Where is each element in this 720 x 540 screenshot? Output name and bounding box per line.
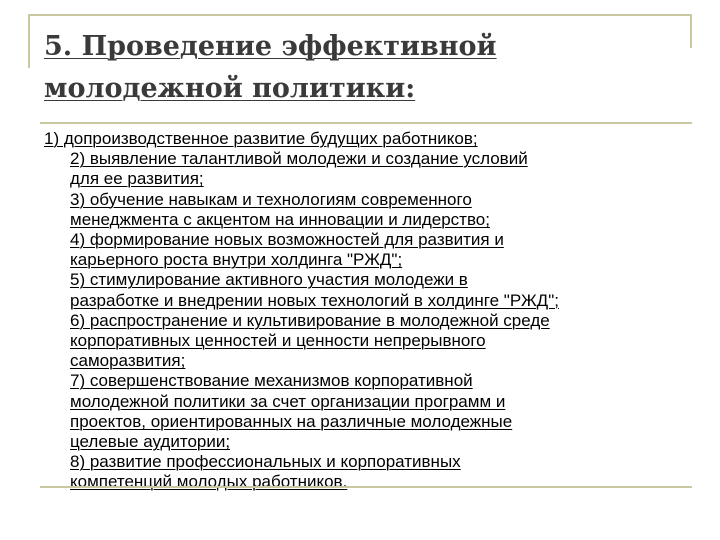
body-line: проектов, ориентированных на различные молодежные xyxy=(70,411,513,431)
frame-left-line xyxy=(28,14,30,68)
slide-title xyxy=(44,26,684,110)
body-line: корпоративных ценностей и ценности непрерывного xyxy=(70,331,486,351)
body-line: компетенций молодых работников. xyxy=(70,472,348,492)
title-line: молодежной политики: xyxy=(44,73,416,104)
body-line: 1) допроизводственное развитие будущих работников; xyxy=(44,129,478,148)
frame-top-line xyxy=(28,14,692,16)
body-line: для ее развития; xyxy=(70,169,204,189)
frame-right-line xyxy=(690,14,692,48)
body-line: целевые аудитории; xyxy=(70,432,231,452)
body-line: разработке и внедрении новых технологий в холдинге "РЖД"; xyxy=(70,290,559,310)
slide-body xyxy=(44,129,684,493)
body-line: молодежной политики за счет организации программ и xyxy=(70,391,506,411)
body-line: саморазвития; xyxy=(70,351,186,371)
body-line: 6) распространение и культивирование в молодежной среде xyxy=(70,310,550,330)
body-line: 8) развитие профессиональных и корпоративных xyxy=(70,452,461,472)
body-line: 3) обучение навыкам и технологиям современного xyxy=(70,189,472,209)
body-line: 2) выявление талантливой молодежи и создание условий xyxy=(70,149,528,169)
title-line: 5. Проведение эффективной xyxy=(44,31,497,62)
body-line: карьерного роста внутри холдинга "РЖД"; xyxy=(70,250,403,270)
body-line: 4) формирование новых возможностей для развития и xyxy=(70,230,504,250)
body-line: 5) стимулирование активного участия молодежи в xyxy=(70,270,468,290)
body-line: 7) совершенствование механизмов корпоративной xyxy=(70,371,473,391)
body-line: менеджмента с акцентом на инновации и лидерство; xyxy=(70,209,490,229)
title-divider xyxy=(40,122,692,124)
bottom-divider xyxy=(40,486,692,488)
